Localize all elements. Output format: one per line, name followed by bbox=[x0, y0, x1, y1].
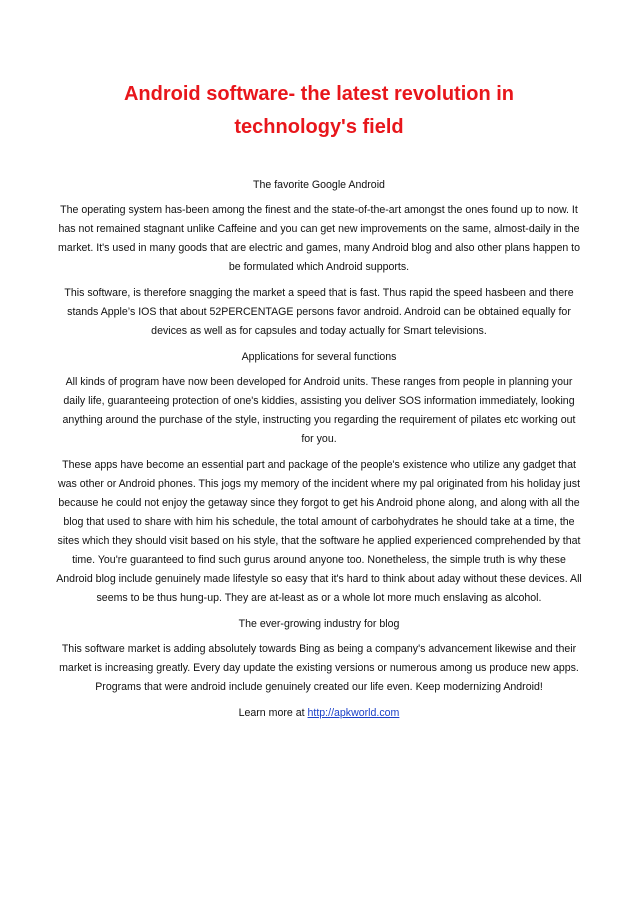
paragraph-apps-essential: These apps have become an essential part and package of the people's existence who utilize any gadget that was other or Android phones. This jogs my memory of the incident where my pal originated from his holiday just because he could not enjoy the getaway since they forgot to get his Android phone along, and along with all the blog that used to share with him his schedule, the total amount of carbohydrates he should take at a time, the sites which they should visit based on his style, that the software he applied experienced comprehended by that time. You're guaranteed to find such gurus around anyone too. Nonetheless, the simple truth is why these Android blog include genuinely made lifestyle so easy that it's hard to think about aday without these devices. All seems to be thus hung-up. They are at-least as or a whole lot more much enslaving as alcohol. bbox=[56, 459, 582, 604]
paragraph-market-speed: This software, is therefore snagging the market a speed that is fast. Thus rapid the speed hasbeen and there stands Apple’s IOS that about 52PERCENTAGE persons favor android. Android can be obtained equally for devices as well as for capsules and today actually for Smart televisions. bbox=[64, 287, 574, 337]
section-heading-industry: The ever-growing industry for blog bbox=[238, 618, 400, 630]
learn-more-line bbox=[56, 704, 582, 723]
learn-more-prefix: Learn more at bbox=[238, 707, 308, 719]
section-heading-applications: Applications for several functions bbox=[241, 351, 397, 363]
section-heading-favorite-android: The favorite Google Android bbox=[253, 179, 385, 191]
apkworld-link[interactable]: http://apkworld.com bbox=[307, 707, 400, 719]
document-title: Android software- the latest revolution in technology's field bbox=[123, 83, 515, 138]
paragraph-software-market: This software market is adding absolutely towards Bing as being a company's advancement likewise and their market is increasing greatly. Every day update the existing versions or numerous among us produce new apps. Programs that were android include genuinely created our life even. Keep modernizing Android! bbox=[59, 643, 579, 693]
document-body bbox=[56, 176, 582, 730]
paragraph-program-kinds: All kinds of program have now been developed for Android units. These ranges from people in planning your daily life, guaranteeing protection of one's kiddies, assisting you deliver SOS information immediately, looking anything around the purchase of the style, instructing you regarding the requirement of pilates etc working out for you. bbox=[62, 376, 576, 445]
paragraph-operating-system: The operating system has-been among the finest and the state-of-the-art amongst the ones found up to now. It has not remained stagnant unlike Caffeine and you can get new improvements on the same, almost-daily in the market. It's used in many goods that are electric and games, many Android blog and also other plans happen to be formulated which Android supports. bbox=[57, 204, 581, 273]
